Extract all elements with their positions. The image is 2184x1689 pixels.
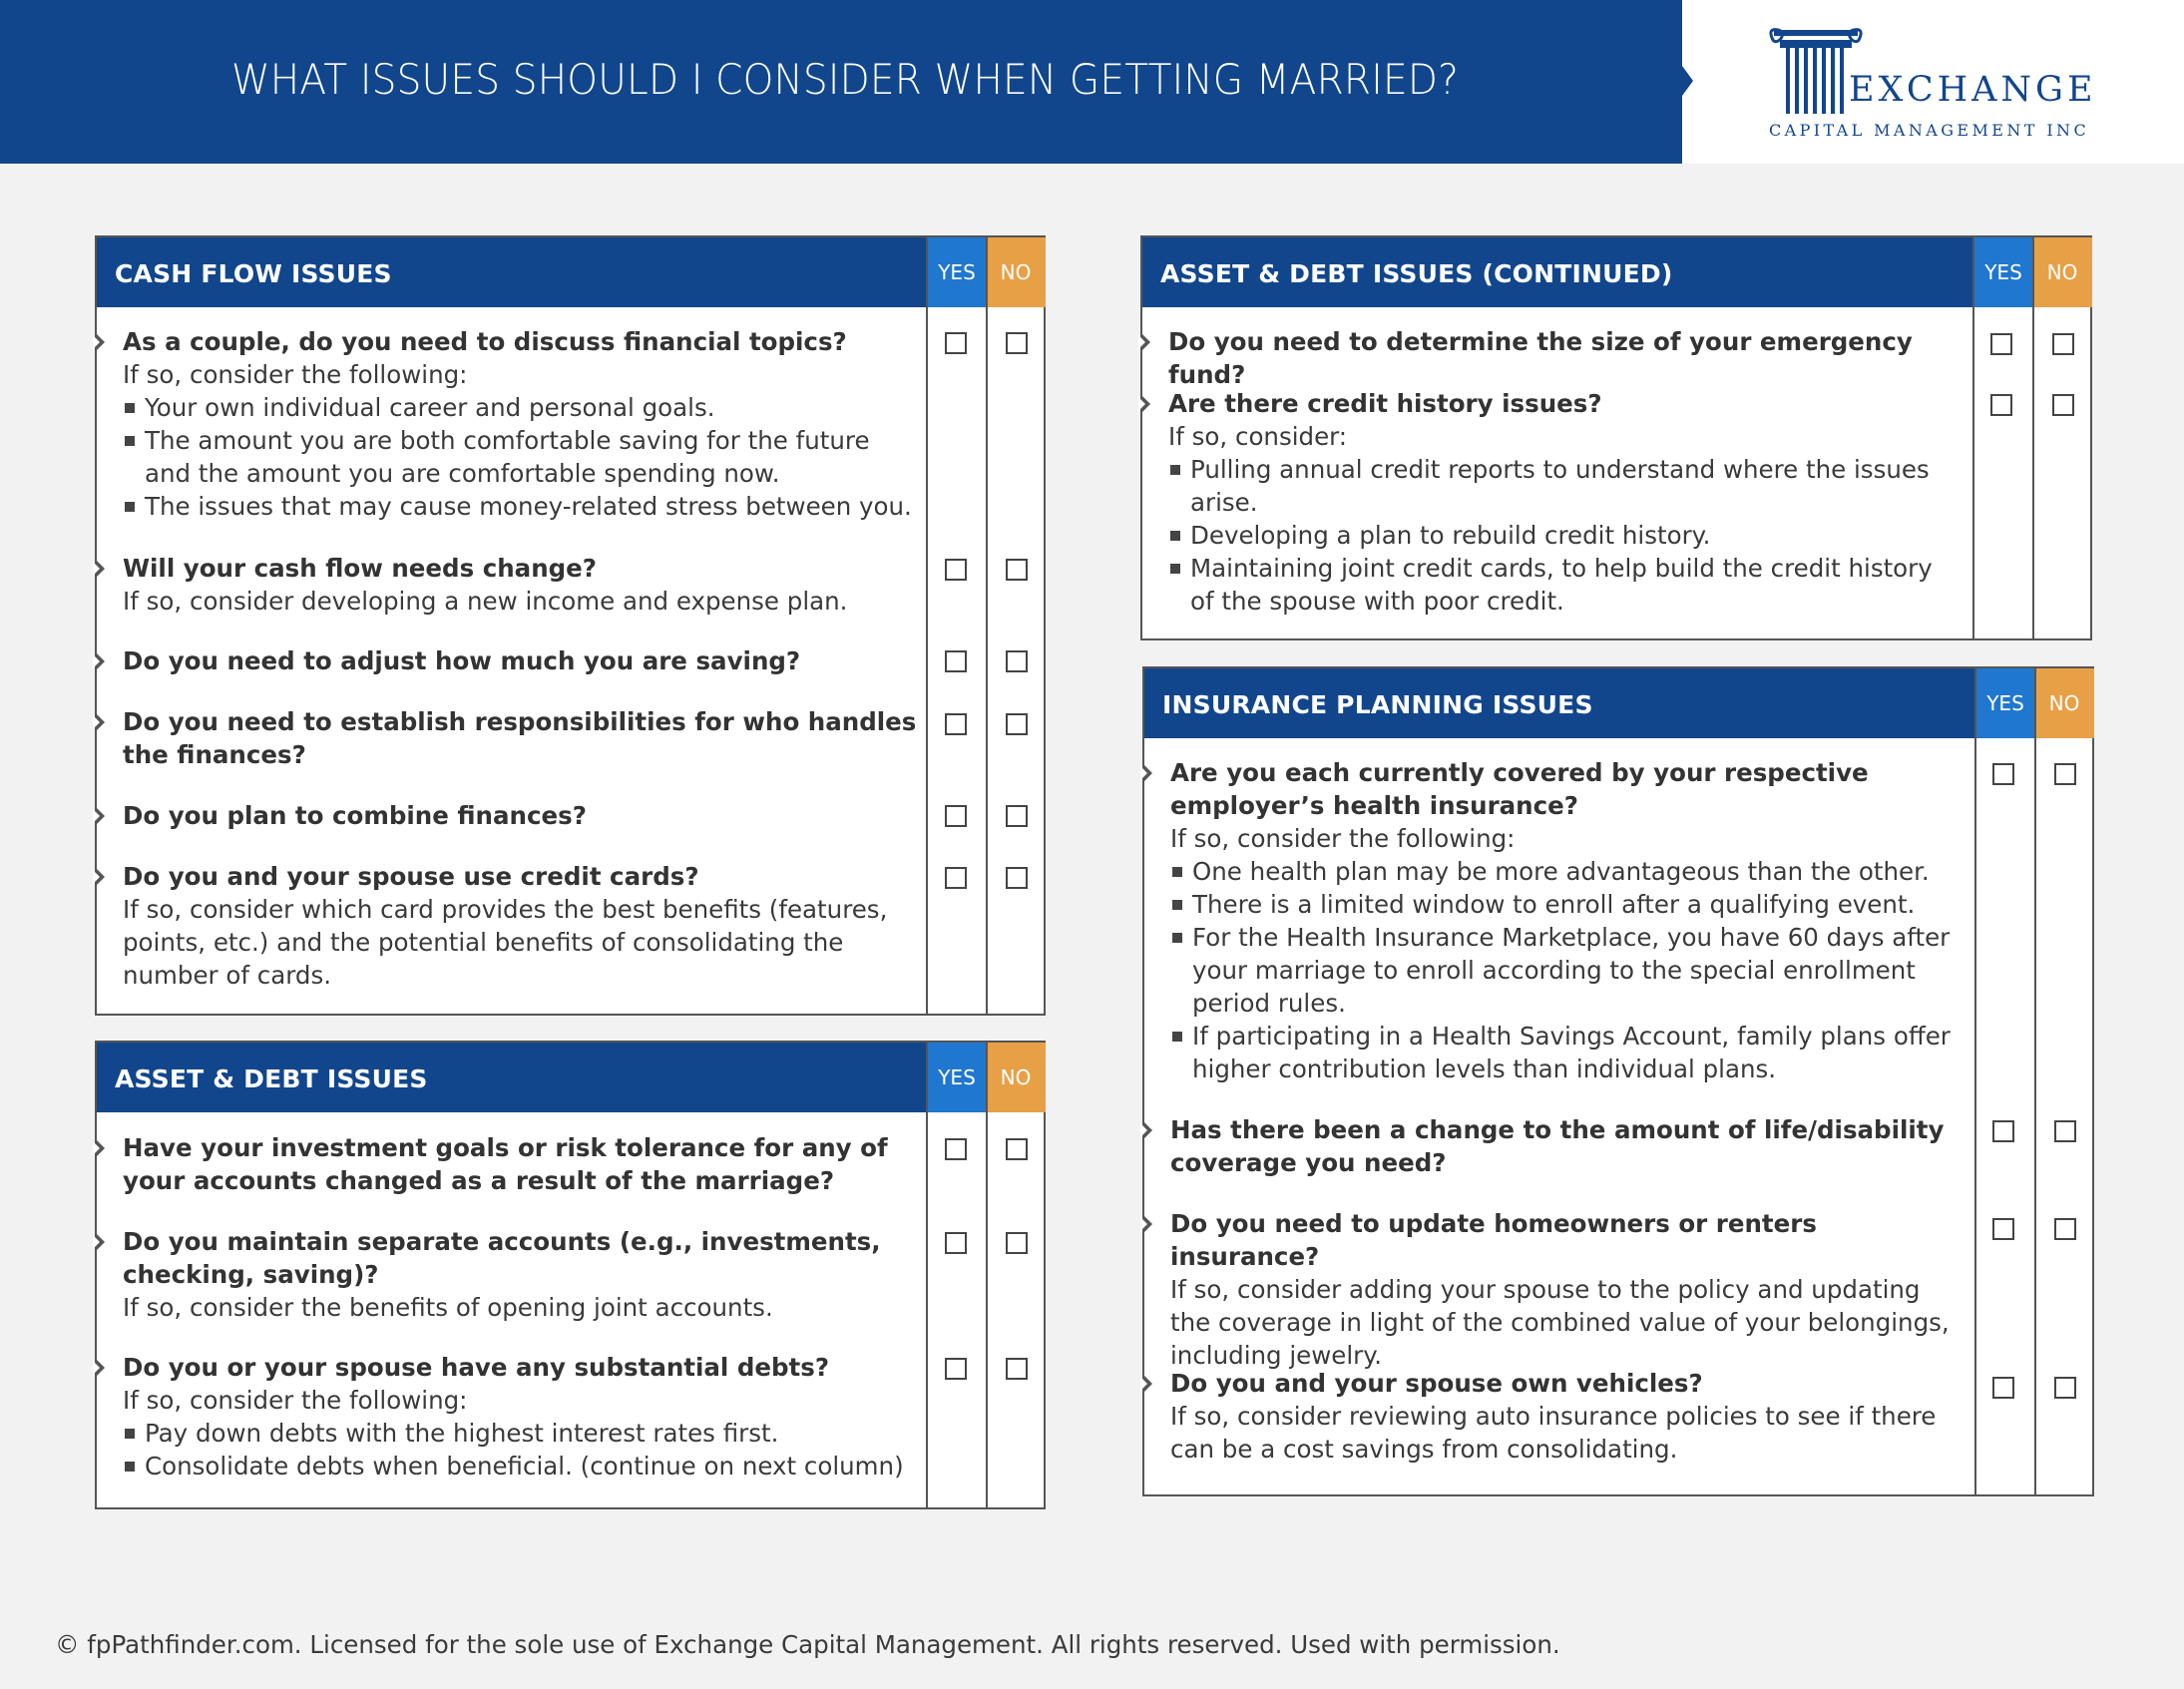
no-column-header: NO bbox=[2034, 668, 2094, 738]
yes-checkbox[interactable] bbox=[1990, 333, 2012, 355]
question-title: Do you need to determine the size of your emergency fund? bbox=[1168, 327, 1913, 389]
yes-checkbox[interactable] bbox=[945, 1232, 967, 1254]
question-marker bbox=[1140, 394, 1150, 414]
no-column-header: NO bbox=[986, 1043, 1046, 1112]
question-desc: If so, consider which card provides the best benefits (features, points, etc.) and the potential benefits of consolidating the number of cards. bbox=[123, 895, 888, 990]
yes-checkbox[interactable] bbox=[1992, 763, 2014, 785]
yes-checkbox[interactable] bbox=[945, 559, 967, 581]
bullet-list bbox=[123, 391, 921, 523]
question-marker bbox=[95, 651, 105, 671]
page-header bbox=[0, 0, 2184, 164]
question-item bbox=[123, 644, 921, 677]
panel-header bbox=[97, 237, 1044, 307]
question-title: Do you or your spouse have any substantial debts? bbox=[123, 1353, 830, 1382]
cash-flow-panel bbox=[95, 235, 1046, 1016]
question-title: As a couple, do you need to discuss financial topics? bbox=[123, 327, 847, 356]
column-divider bbox=[986, 237, 988, 1014]
question-title: Do you maintain separate accounts (e.g., investments, checking, saving)? bbox=[123, 1227, 881, 1289]
no-checkbox[interactable] bbox=[1006, 1358, 1028, 1380]
question-title: Do you and your spouse own vehicles? bbox=[1170, 1369, 1703, 1398]
no-checkbox[interactable] bbox=[1006, 559, 1028, 581]
panel-title: ASSET & DEBT ISSUES (CONTINUED) bbox=[1160, 259, 1673, 288]
copyright-footer: © fpPathfinder.com. Licensed for the sole use of Exchange Capital Management. All rights reserved. Used with permission. bbox=[55, 1630, 1560, 1659]
panel-title: ASSET & DEBT ISSUES bbox=[115, 1064, 428, 1093]
question-desc: If so, consider developing a new income and expense plan. bbox=[123, 587, 848, 616]
question-title: Have your investment goals or risk tolerance for any of your accounts changed as a result of the marriage? bbox=[123, 1133, 888, 1195]
question-marker bbox=[1142, 1120, 1152, 1140]
no-checkbox[interactable] bbox=[1006, 1232, 1028, 1254]
column-divider bbox=[926, 1043, 928, 1507]
insurance-panel bbox=[1142, 666, 2094, 1496]
bullet-list bbox=[123, 1417, 921, 1482]
question-desc: If so, consider the benefits of opening joint accounts. bbox=[123, 1293, 773, 1322]
logo-subtitle: CAPITAL MANAGEMENT INC bbox=[1769, 121, 2090, 140]
question-title: Do you need to update homeowners or renters insurance? bbox=[1170, 1209, 1817, 1271]
yes-checkbox[interactable] bbox=[945, 713, 967, 735]
question-title: Has there been a change to the amount of life/disability coverage you need? bbox=[1170, 1115, 1945, 1177]
column-divider bbox=[986, 1043, 988, 1507]
question-title: Do you need to establish responsibilities for who handles the finances? bbox=[123, 707, 917, 769]
question-marker bbox=[95, 867, 105, 887]
column-divider bbox=[2034, 668, 2036, 1494]
yes-column-header: YES bbox=[1974, 237, 2032, 307]
question-title: Are you each currently covered by your respective employer’s health insurance? bbox=[1170, 758, 1869, 820]
column-divider bbox=[926, 237, 928, 1014]
no-checkbox[interactable] bbox=[2052, 333, 2074, 355]
no-column-header: NO bbox=[986, 237, 1046, 307]
question-item bbox=[1168, 387, 1957, 618]
question-item bbox=[1170, 756, 1968, 1085]
question-marker bbox=[1140, 332, 1150, 352]
bullet-item: The issues that may cause money-related stress between you. bbox=[123, 490, 921, 523]
no-checkbox[interactable] bbox=[2054, 763, 2076, 785]
question-marker bbox=[1142, 1374, 1152, 1394]
question-marker bbox=[1142, 1214, 1152, 1234]
asset-debt-continued-panel bbox=[1140, 235, 2092, 640]
bullet-item: Consolidate debts when beneficial. (continue on next column) bbox=[123, 1450, 921, 1482]
yes-column-header: YES bbox=[928, 237, 986, 307]
panel-header bbox=[97, 1043, 1044, 1112]
question-marker bbox=[95, 1138, 105, 1158]
no-checkbox[interactable] bbox=[2054, 1120, 2076, 1142]
bullet-item: Maintaining joint credit cards, to help build the credit history of the spouse with poor credit. bbox=[1168, 552, 1957, 618]
panel-title: INSURANCE PLANNING ISSUES bbox=[1162, 690, 1593, 719]
question-item bbox=[1170, 1113, 1959, 1179]
question-title: Do you and your spouse use credit cards? bbox=[123, 862, 699, 891]
question-item bbox=[1170, 1207, 1959, 1372]
column-divider bbox=[2032, 237, 2034, 638]
no-checkbox[interactable] bbox=[1006, 332, 1028, 354]
yes-checkbox[interactable] bbox=[945, 1358, 967, 1380]
no-checkbox[interactable] bbox=[1006, 867, 1028, 889]
bullet-list bbox=[1170, 855, 1968, 1085]
exchange-logo bbox=[1766, 26, 2095, 146]
yes-checkbox[interactable] bbox=[1992, 1120, 2014, 1142]
page-title: WHAT ISSUES SHOULD I CONSIDER WHEN GETTING MARRIED? bbox=[231, 55, 1459, 104]
yes-checkbox[interactable] bbox=[1992, 1218, 2014, 1240]
yes-column-header: YES bbox=[1976, 668, 2034, 738]
question-intro: If so, consider the following: bbox=[123, 1386, 468, 1415]
question-item bbox=[123, 1225, 911, 1324]
yes-checkbox[interactable] bbox=[945, 867, 967, 889]
no-column-header: NO bbox=[2032, 237, 2092, 307]
question-title: Are there credit history issues? bbox=[1168, 389, 1602, 418]
column-divider bbox=[1972, 237, 1974, 638]
bullet-item: Developing a plan to rebuild credit history. bbox=[1168, 519, 1957, 552]
no-checkbox[interactable] bbox=[1006, 713, 1028, 735]
question-marker bbox=[95, 712, 105, 732]
question-item bbox=[123, 799, 921, 832]
panel-title: CASH FLOW ISSUES bbox=[115, 259, 392, 288]
no-checkbox[interactable] bbox=[2054, 1377, 2076, 1399]
question-intro: If so, consider the following: bbox=[123, 360, 468, 389]
panel-header bbox=[1144, 668, 2092, 738]
question-item bbox=[1170, 1367, 1959, 1466]
bullet-item: If participating in a Health Savings Account, family plans offer higher contribution levels than individual plans. bbox=[1170, 1020, 1968, 1085]
yes-checkbox[interactable] bbox=[945, 650, 967, 672]
no-checkbox[interactable] bbox=[2052, 394, 2074, 416]
no-checkbox[interactable] bbox=[1006, 650, 1028, 672]
bullet-item: The amount you are both comfortable saving for the future and the amount you are comfortable spending now. bbox=[123, 424, 921, 490]
yes-column-header: YES bbox=[928, 1043, 986, 1112]
question-item bbox=[123, 325, 921, 523]
bullet-item: For the Health Insurance Marketplace, you have 60 days after your marriage to enroll according to the special enrollment period rules. bbox=[1170, 921, 1968, 1020]
logo-wordmark: EXCHANGE bbox=[1849, 70, 2097, 110]
column-divider bbox=[1974, 668, 1976, 1494]
yes-checkbox[interactable] bbox=[945, 1138, 967, 1160]
question-marker bbox=[95, 1232, 105, 1252]
bullet-item: There is a limited window to enroll after a qualifying event. bbox=[1170, 888, 1968, 921]
bullet-item: Pay down debts with the highest interest rates first. bbox=[123, 1417, 921, 1450]
yes-checkbox[interactable] bbox=[1990, 394, 2012, 416]
question-desc: If so, consider reviewing auto insurance policies to see if there can be a cost savings from consolidating. bbox=[1170, 1402, 1937, 1464]
question-marker bbox=[95, 1358, 105, 1378]
yes-checkbox[interactable] bbox=[945, 805, 967, 827]
asset-debt-panel bbox=[95, 1041, 1046, 1509]
question-desc: If so, consider adding your spouse to the policy and updating the coverage in light of the combined value of your belongings, including jewelry. bbox=[1170, 1275, 1950, 1370]
question-intro: If so, consider the following: bbox=[1170, 824, 1516, 853]
question-item bbox=[123, 1131, 911, 1197]
question-item bbox=[123, 860, 911, 992]
question-title: Do you need to adjust how much you are saving? bbox=[123, 646, 801, 675]
no-checkbox[interactable] bbox=[1006, 805, 1028, 827]
question-item bbox=[123, 552, 921, 618]
question-item bbox=[123, 1351, 921, 1482]
no-checkbox[interactable] bbox=[2054, 1218, 2076, 1240]
question-marker bbox=[95, 332, 105, 352]
question-item bbox=[123, 705, 921, 771]
question-intro: If so, consider: bbox=[1168, 422, 1348, 451]
question-title: Will your cash flow needs change? bbox=[123, 554, 597, 583]
bullet-item: Pulling annual credit reports to understand where the issues arise. bbox=[1168, 453, 1957, 519]
no-checkbox[interactable] bbox=[1006, 1138, 1028, 1160]
bullet-item: One health plan may be more advantageous than the other. bbox=[1170, 855, 1968, 888]
yes-checkbox[interactable] bbox=[1992, 1377, 2014, 1399]
question-title: Do you plan to combine finances? bbox=[123, 801, 587, 830]
question-marker bbox=[95, 806, 105, 826]
bullet-item: Your own individual career and personal goals. bbox=[123, 391, 921, 424]
yes-checkbox[interactable] bbox=[945, 332, 967, 354]
question-marker bbox=[1142, 763, 1152, 783]
panel-header bbox=[1142, 237, 2090, 307]
question-item bbox=[1168, 325, 1966, 391]
bullet-list bbox=[1168, 453, 1957, 618]
question-marker bbox=[95, 559, 105, 579]
